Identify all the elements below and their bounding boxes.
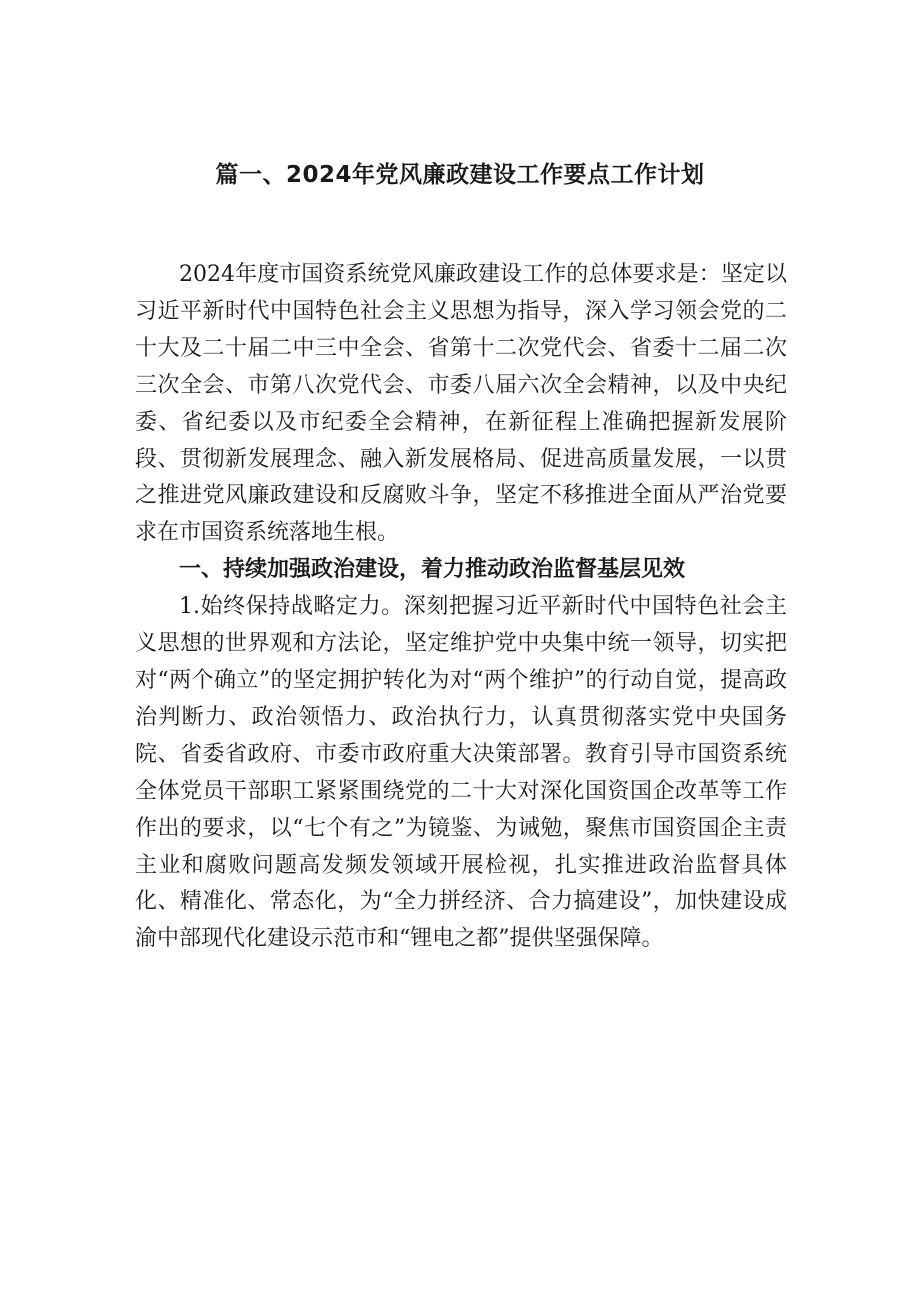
intro-paragraph: 2024年度市国资系统党风廉政建设工作的总体要求是：坚定以习近平新时代中国特色社会主义思想为指导，深入学习领会党的二十大及二十届二中三中全会、省第十二次党代会、省委十二届二次三次全会、市第八次党代会、市委八届六次全会精神，以及中央纪委、省纪委以及市纪委全会精神，在新征程上准确把握新发展阶段、贯彻新发展理念、融入新发展格局、促进高质量发展，一以贯之推进党风廉政建设和反腐败斗争，坚定不移推进全面从严治党要求在市国资系统落地生根。	[135, 262, 787, 546]
section-paragraph: 1.始终保持战略定力。深刻把握习近平新时代中国特色社会主义思想的世界观和方法论，坚定维护党中央集中统一领导，切实把对“两个确立”的坚定拥护转化为对“两个维护”的行动自觉，提高政治判断力、政治领悟力、政治执行力，认真贯彻落实党中央国务院、省委省政府、市委市政府重大决策部署。教育引导市国资系统全体党员干部职工紧紧围绕党的二十大对深化国资国企改革等工作作出的要求，以“七个有之”为镜鉴、为诫勉，聚焦市国资国企主责主业和腐败问题高发频发领域开展检视，扎实推进政治监督具体化、精准化、常态化，为“全力拼经济、合力搞建设”，加快建设成渝中部现代化建设示范市和“锂电之都”提供坚强保障。	[135, 594, 787, 952]
document-title: 篇一、2024年党风廉政建设工作要点工作计划	[215, 162, 705, 188]
document-body	[135, 257, 787, 958]
section-heading: 一、持续加强政治建设，着力推动政治监督基层见效	[179, 557, 686, 583]
